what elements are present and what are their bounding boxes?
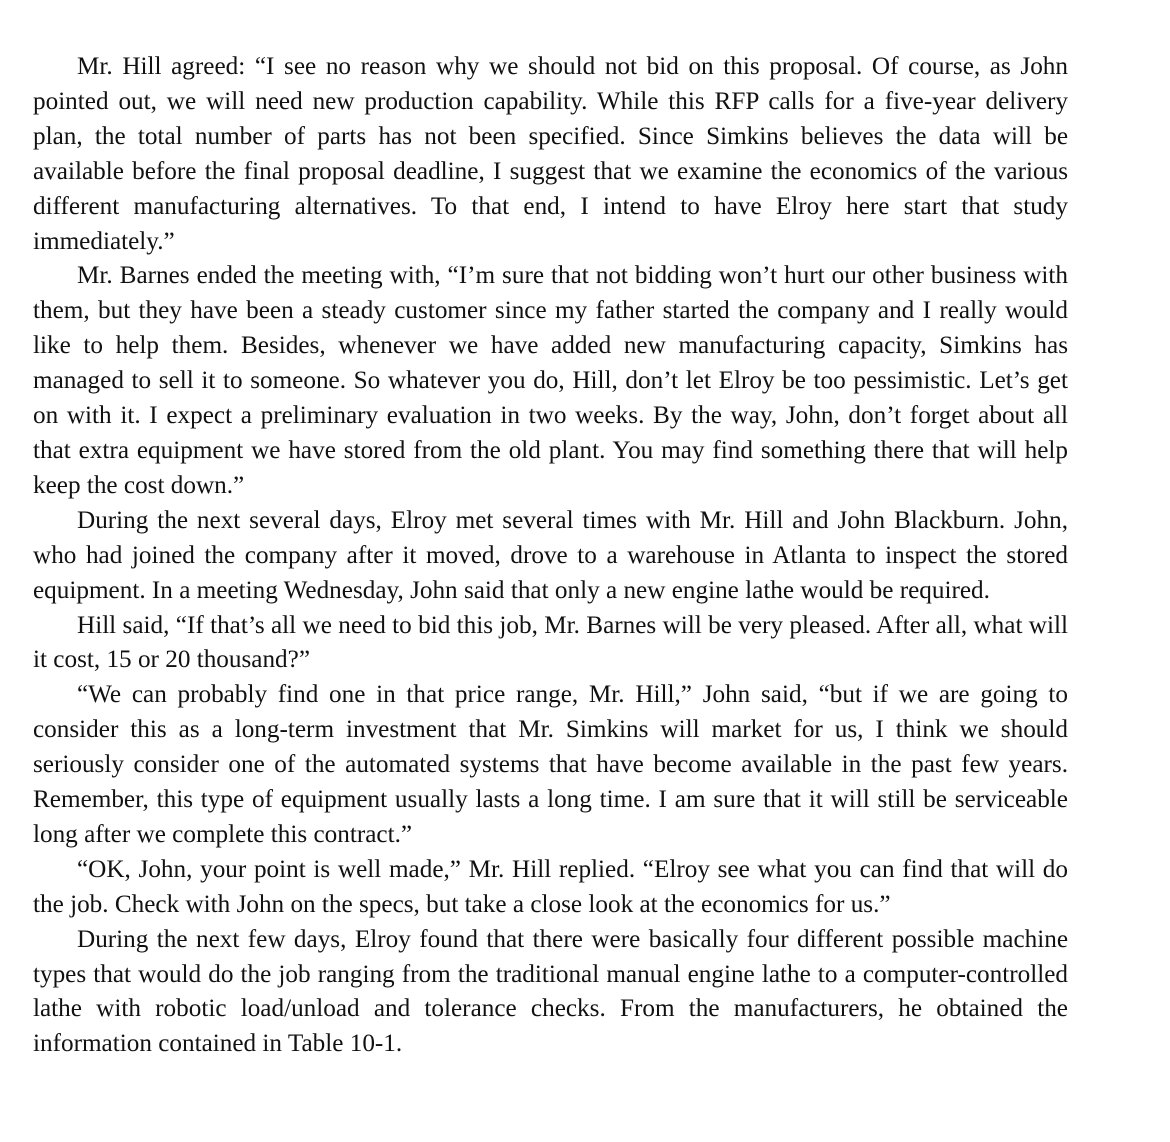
paragraph-barnes-ended: Mr. Barnes ended the meeting with, “I’m sure that not bidding won’t hurt our other business with them, but they have been a steady customer since my father started the company and I really would like to help them. Besides, whenever we have added new manufacturing capacity, Simkins has managed to sell it to someone. So whatever you do, Hill, don’t let Elroy be too pessimistic. Let’s get on with it. I expect a preliminary evaluation in two weeks. By the way, John, don’t forget about all that extra equipment we have stored from the old plant. You may find something there that will help keep the cost down.” — [33, 262, 1068, 499]
paragraph-hill-agreed: Mr. Hill agreed: “I see no reason why we should not bid on this proposal. Of course, as John pointed out, we will need new production capability. While this RFP calls for a five-year delivery plan, the total number of parts has not been specified. Since Simkins believes the data will be available before the final proposal deadline, I suggest that we examine the economics of the various different manufacturing alternatives. To that end, I intend to have Elroy here start that study immediately.” — [33, 53, 1068, 255]
paragraph-ok-john: “OK, John, your point is well made,” Mr. Hill replied. “Elroy see what you can find that will do the job. Check with John on the specs, but take a close look at the economics for us.” — [33, 855, 1068, 918]
paragraph-four-machine-types: During the next few days, Elroy found that there were basically four different possible machine types that would do the job ranging from the traditional manual engine lathe to a computer-controlled lathe with robotic load/unload and tolerance checks. From the manufacturers, he obtained the information contained in Table 10-1. — [33, 925, 1068, 1058]
document-page — [33, 50, 1068, 1062]
paragraph-john-price-range: “We can probably find one in that price range, Mr. Hill,” John said, “but if we are going to consider this as a long-term investment that Mr. Simkins will market for us, I think we should seriously consider one of the automated systems that have become available in the past few years. Remember, this type of equipment usually lasts a long time. I am sure that it will still be serviceable long after we complete this contract.” — [33, 681, 1068, 848]
paragraph-hill-said: Hill said, “If that’s all we need to bid this job, Mr. Barnes will be very pleased. After all, what will it cost, 15 or 20 thousand?” — [33, 611, 1068, 674]
paragraph-next-several-days: During the next several days, Elroy met several times with Mr. Hill and John Blackburn. John, who had joined the company after it moved, drove to a warehouse in Atlanta to inspect the stored equipment. In a meeting Wednesday, John said that only a new engine lathe would be required. — [33, 506, 1068, 604]
